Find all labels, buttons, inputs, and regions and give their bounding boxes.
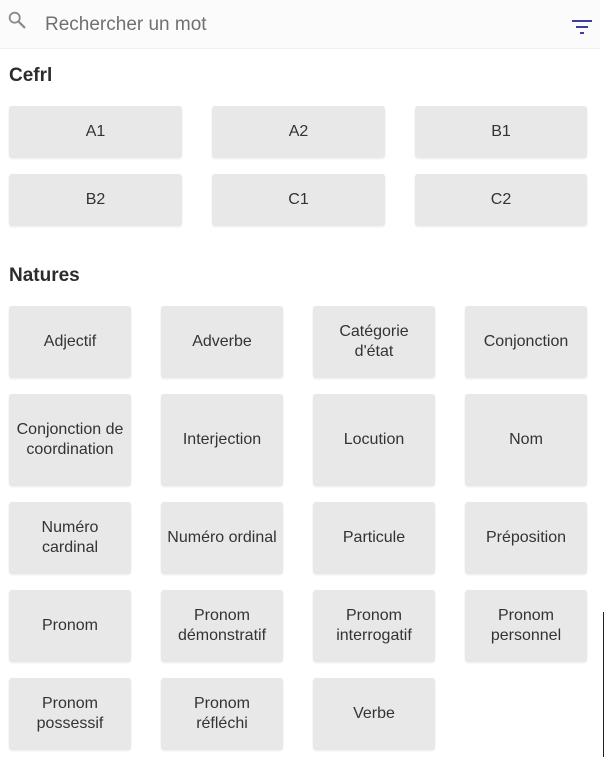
chip-label: Pronom	[41, 617, 99, 634]
cefrl-section-title: Cefrl	[9, 65, 53, 86]
nature-chip-locution[interactable]	[313, 394, 435, 486]
cefrl-chip-a1[interactable]	[9, 106, 182, 158]
filter-icon[interactable]	[570, 15, 594, 39]
nature-chip-conjonction[interactable]	[465, 306, 587, 378]
cefrl-chip-c2[interactable]	[415, 174, 587, 226]
nature-chip-preposition[interactable]	[465, 502, 587, 574]
chip-label: B1	[491, 123, 511, 140]
chip-label: Pronom interrogatif	[336, 607, 412, 644]
chip-label: Pronom personnel	[490, 607, 562, 644]
nature-chip-pronom-demonstratif[interactable]	[161, 590, 283, 662]
chip-label: Pronom possessif	[36, 695, 104, 732]
chip-label: Catégorie d'état	[339, 323, 409, 360]
chip-label: Particule	[342, 529, 406, 546]
chip-label: A2	[288, 123, 309, 140]
nature-chip-adverbe[interactable]	[161, 306, 283, 378]
chip-label: C1	[288, 191, 309, 208]
chip-label: Locution	[343, 431, 405, 448]
search-icon[interactable]	[6, 9, 28, 31]
nature-chip-nom[interactable]	[465, 394, 587, 486]
nature-chip-pronom[interactable]	[9, 590, 131, 662]
chip-label: Numéro cardinal	[41, 519, 99, 556]
chip-label: Verbe	[353, 705, 395, 722]
nature-chip-adjectif[interactable]	[9, 306, 131, 378]
chip-label: Adverbe	[192, 333, 252, 350]
nature-chip-categorie-etat[interactable]	[313, 306, 435, 378]
nature-chip-pronom-interrogatif[interactable]	[313, 590, 435, 662]
nature-chip-interjection[interactable]	[161, 394, 283, 486]
chip-label: A1	[85, 123, 106, 140]
chip-label: Nom	[509, 431, 543, 448]
chip-label: Préposition	[485, 529, 567, 546]
chip-label: C2	[490, 191, 512, 208]
chip-label: B2	[85, 191, 106, 208]
chip-label: Numéro ordinal	[167, 529, 277, 546]
natures-section-title: Natures	[9, 265, 80, 286]
chip-label: Conjonction	[483, 333, 569, 350]
cefrl-chip-a2[interactable]	[212, 106, 385, 158]
nature-chip-pronom-possessif[interactable]	[9, 678, 131, 750]
nature-chip-verbe[interactable]	[313, 678, 435, 750]
chip-label: Pronom réfléchi	[193, 695, 251, 732]
chip-label: Pronom démonstratif	[177, 607, 267, 644]
cefrl-chip-c1[interactable]	[212, 174, 385, 226]
chip-label: Adjectif	[43, 333, 97, 350]
nature-chip-pronom-personnel[interactable]	[465, 590, 587, 662]
chip-label: Interjection	[182, 431, 262, 448]
nature-chip-numero-cardinal[interactable]	[9, 502, 131, 574]
nature-chip-conjonction-coordination[interactable]	[9, 394, 131, 486]
cefrl-chip-b2[interactable]	[9, 174, 182, 226]
search-input[interactable]	[45, 10, 525, 40]
nature-chip-pronom-reflechi[interactable]	[161, 678, 283, 750]
search-bar	[0, 0, 600, 49]
nature-chip-numero-ordinal[interactable]	[161, 502, 283, 574]
cefrl-chip-b1[interactable]	[415, 106, 587, 158]
nature-chip-particule[interactable]	[313, 502, 435, 574]
chip-label: Conjonction de coordination	[16, 421, 124, 458]
